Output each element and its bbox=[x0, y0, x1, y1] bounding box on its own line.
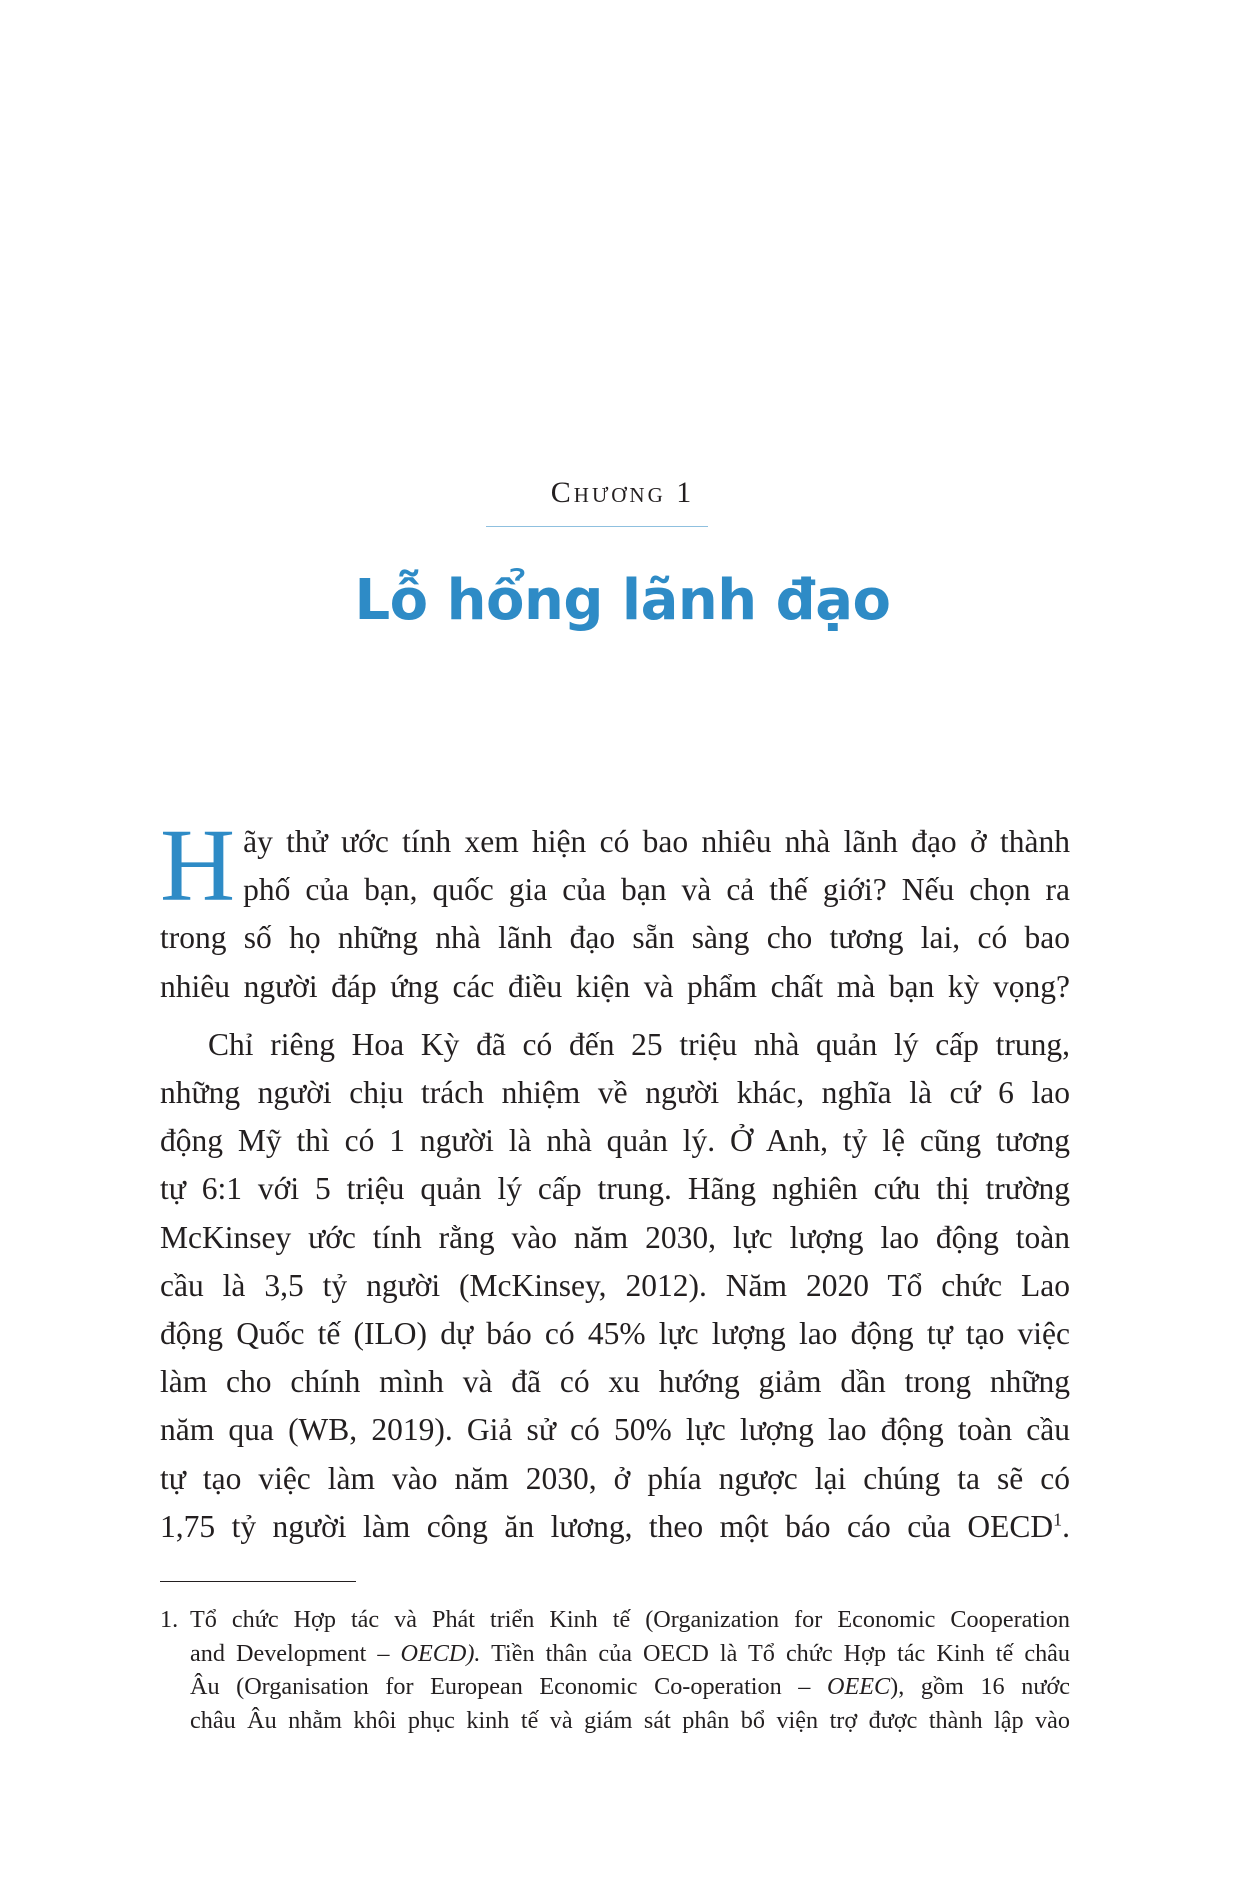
paragraph-2 bbox=[160, 1021, 1070, 1551]
text-line: phố của bạn, quốc gia của bạn và cả thế giới? Nếu chọn ra bbox=[243, 872, 1070, 908]
text-line: động Mỹ thì có 1 người là nhà quản lý. Ở Anh, tỷ lệ cũng tương bbox=[160, 1123, 1070, 1159]
text-line: tự tạo việc làm vào năm 2030, ở phía ngược lại chúng ta sẽ có bbox=[160, 1460, 1070, 1496]
footnote-line: châu Âu nhằm khôi phục kinh tế và giám sát phân bổ viện trợ được thành lập vào bbox=[190, 1706, 1070, 1734]
footnote-italic: OEEC bbox=[827, 1673, 891, 1701]
footnote-line: Tổ chức Hợp tác và Phát triển Kinh tế (Organization for Economic Cooperation bbox=[190, 1606, 1070, 1633]
footnote-line bbox=[190, 1670, 1070, 1704]
text-line: những người chịu trách nhiệm về người khác, nghĩa là cứ 6 lao bbox=[160, 1075, 1070, 1111]
text-line: Chỉ riêng Hoa Kỳ đã có đến 25 triệu nhà quản lý cấp trung, bbox=[208, 1026, 1070, 1062]
footnote-body bbox=[190, 1603, 1070, 1737]
chapter-title: Lỗ hổng lãnh đạo bbox=[354, 568, 891, 633]
footnote-text: Tiền thân của OECD là Tổ chức Hợp tác Kinh tế châu bbox=[480, 1639, 1070, 1667]
text-line: làm cho chính mình và đã có xu hướng giảm dần trong những bbox=[160, 1364, 1070, 1400]
text-line-last bbox=[160, 1503, 1070, 1551]
last-line-punct: . bbox=[1062, 1508, 1070, 1544]
footnote-italic: OECD). bbox=[400, 1639, 481, 1667]
text-line: McKinsey ước tính rằng vào năm 2030, lực lượng lao động toàn bbox=[160, 1219, 1070, 1255]
text-line: cầu là 3,5 tỷ người (McKinsey, 2012). Năm 2020 Tổ chức Lao bbox=[160, 1267, 1070, 1303]
text-line: ãy thử ước tính xem hiện có bao nhiêu nhà lãnh đạo ở thành bbox=[243, 824, 1070, 859]
drop-cap: H bbox=[160, 808, 236, 923]
footnote-text: and Development – bbox=[190, 1639, 401, 1667]
body-text bbox=[160, 808, 1070, 1551]
text-line: trong số họ những nhà lãnh đạo sẵn sàng cho tương lai, có bao bbox=[160, 920, 1070, 956]
chapter-label: Chương 1 bbox=[550, 476, 695, 509]
paragraph-1 bbox=[160, 808, 1070, 1011]
footnote-line bbox=[190, 1637, 1070, 1671]
footnote-text: Âu (Organisation for European Economic Co-operation – bbox=[190, 1673, 827, 1701]
text-line: tự 6:1 với 5 triệu quản lý cấp trung. Hãng nghiên cứu thị trường bbox=[160, 1171, 1070, 1207]
footnote-reference[interactable]: 1 bbox=[1053, 1509, 1063, 1530]
text-line: động Quốc tế (ILO) dự báo có 45% lực lượng lao động tự tạo việc bbox=[160, 1316, 1070, 1352]
chapter-divider bbox=[486, 526, 708, 527]
last-line-text: 1,75 tỷ người làm công ăn lương, theo một báo cáo của OECD bbox=[160, 1508, 1054, 1544]
footnote-number: 1. bbox=[160, 1606, 179, 1633]
footnote bbox=[160, 1603, 1070, 1737]
text-line: năm qua (WB, 2019). Giả sử có 50% lực lượng lao động toàn cầu bbox=[160, 1412, 1070, 1448]
text-line: nhiêu người đáp ứng các điều kiện và phẩm chất mà bạn kỳ vọng? bbox=[160, 968, 1070, 1004]
footnote-divider bbox=[160, 1581, 356, 1582]
footnote-text: ), gồm 16 nước bbox=[890, 1673, 1070, 1701]
